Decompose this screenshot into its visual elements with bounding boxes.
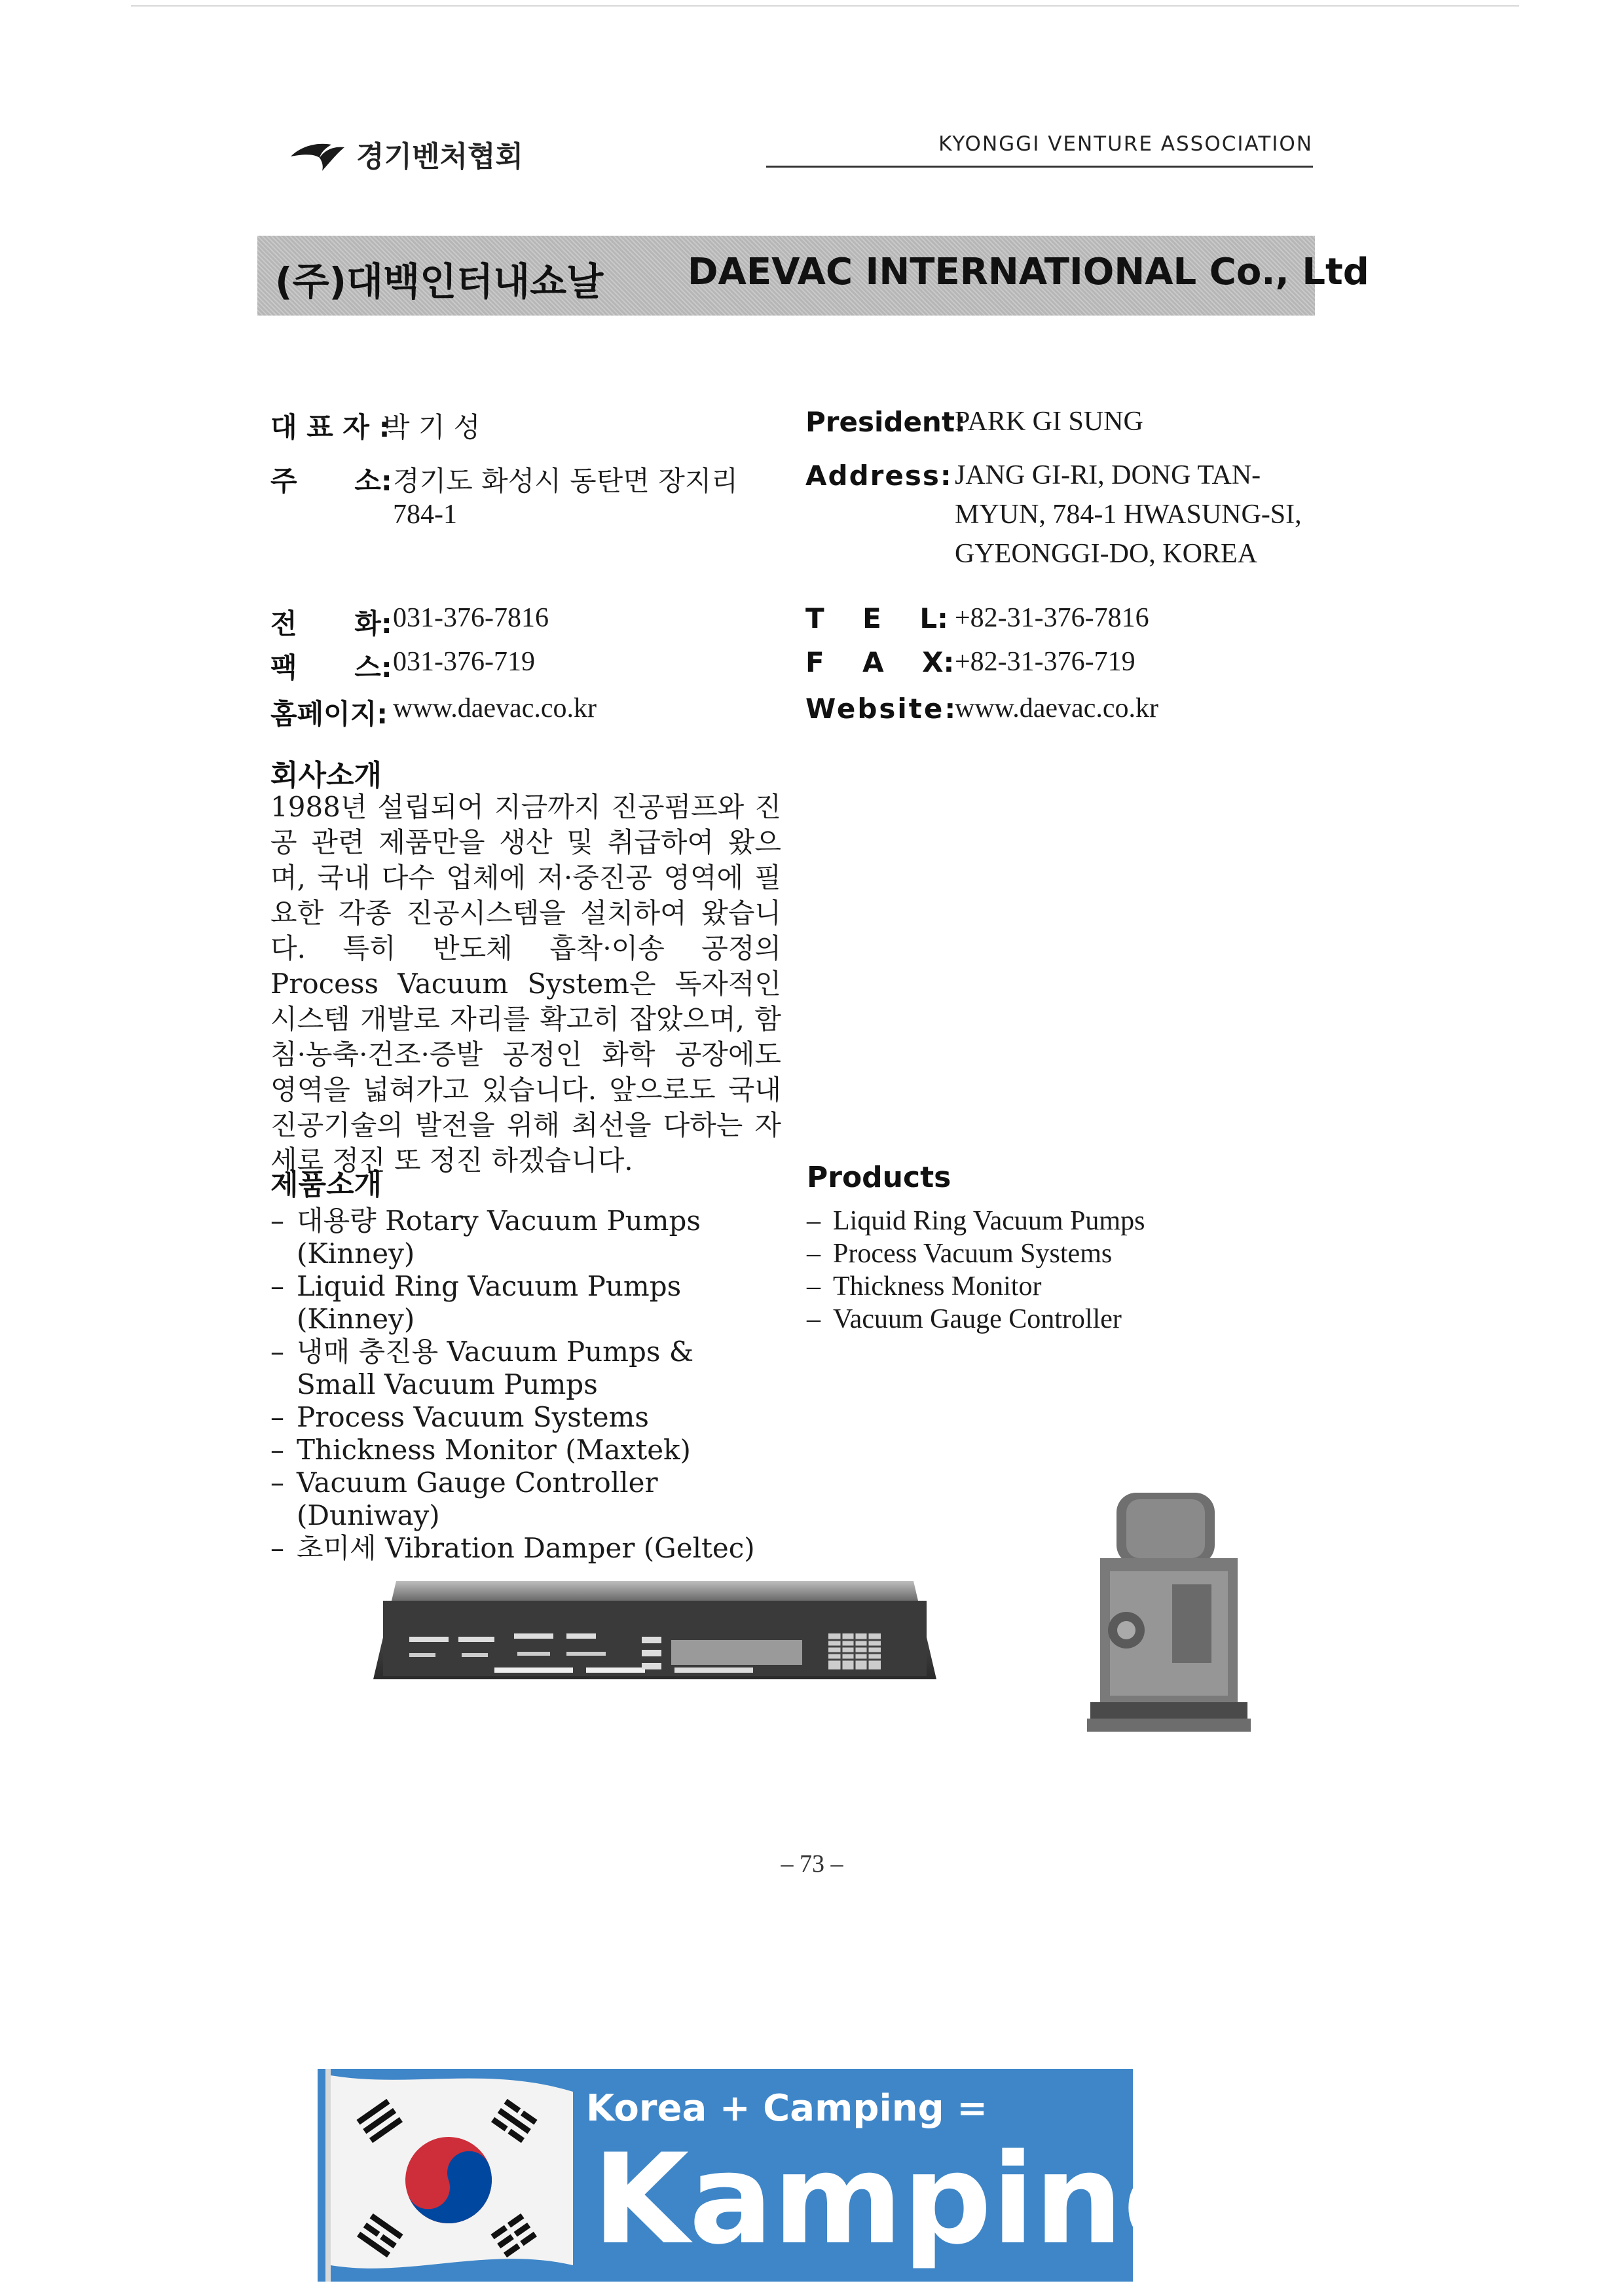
web-value-ko[interactable]: www.daevac.co.kr xyxy=(393,693,597,723)
association-name: KYONGGI VENTURE ASSOCIATION xyxy=(938,132,1313,156)
gauge-controller-photo xyxy=(370,1575,940,1689)
president-label-en: President: xyxy=(805,406,966,438)
president-label-ko: 대 표 자 : xyxy=(270,411,390,443)
president-value-ko: 박 기 성 xyxy=(383,411,481,443)
swallow-logo-icon xyxy=(288,134,347,173)
logo-text: 경기벤처협회 xyxy=(356,140,524,173)
tel-label-en: T E L: xyxy=(805,602,948,634)
web-value-en[interactable]: www.daevac.co.kr xyxy=(955,693,1158,723)
top-rule xyxy=(131,5,1519,7)
kamping-advertisement[interactable] xyxy=(318,2069,1338,2282)
address-line1-ko: 경기도 화성시 동탄면 장지리 xyxy=(393,465,738,497)
list-item: – Process Vacuum Systems xyxy=(807,1237,1304,1270)
address-line2-ko: 784-1 xyxy=(393,500,457,530)
list-item: – Vacuum Gauge Controller xyxy=(807,1303,1304,1336)
intro-heading: 회사소개 xyxy=(270,759,382,792)
ad-brand xyxy=(593,2127,1338,2272)
list-item: – Process Vacuum Systems xyxy=(270,1401,781,1434)
ad-brand-main: Kamping xyxy=(593,2127,1212,2272)
web-label-en: Website: xyxy=(805,693,958,725)
ad-headline: Korea + Camping = xyxy=(586,2087,988,2130)
address-line1-en: JANG GI-RI, DONG TAN- xyxy=(955,460,1261,490)
list-item: – Vacuum Gauge Controller (Duniway) xyxy=(270,1467,781,1532)
intro-paragraph: 1988년 설립되어 지금까지 진공펌프와 진공 관련 제품만을 생산 및 취급하여 왔으며, 국내 다수 업체에 저·중진공 영역에 필요한 각종 진공시스템을 설치하여 왔습니다. 특히 반도체 흡착·이송 공정의 Process Vacuum System은 독자적인 시스템 개발로 자리를 확고히 잡았으며, 함침·농축·건조·증발 공정인 화학 공장에도 영역을 넓혀가고 있습니다. 앞으로도 국내 진공기술의 발전을 위해 최선을 다하는 자세로 정진 또 정진 하겠습니다. xyxy=(270,791,781,1176)
list-item: – Thickness Monitor (Maxtek) xyxy=(270,1434,781,1467)
list-item: – Liquid Ring Vacuum Pumps xyxy=(807,1205,1304,1237)
address-line2-en: MYUN, 784-1 HWASUNG-SI, xyxy=(955,500,1302,530)
list-item: – Liquid Ring Vacuum Pumps (Kinney) xyxy=(270,1270,781,1336)
web-label-ko: 홈페이지: xyxy=(270,698,388,730)
tel-label-ko: 전 화: xyxy=(270,608,392,640)
address-label-en: Address: xyxy=(805,460,953,492)
company-name-ko: (주)대백인터내쇼날 xyxy=(275,259,604,304)
products-heading-en: Products xyxy=(807,1161,951,1194)
ad-brand-suffix: .co.kr xyxy=(1211,2206,1338,2252)
fax-label-ko: 팩 스: xyxy=(270,651,392,683)
list-item: – 초미세 Vibration Damper (Geltec) xyxy=(270,1532,781,1565)
header-rule xyxy=(766,166,1313,168)
company-name-en: DAEVAC INTERNATIONAL Co., Ltd xyxy=(688,251,1369,293)
list-item: – 냉매 충진용 Vacuum Pumps & Small Vacuum Pumps xyxy=(270,1336,781,1401)
products-heading-ko: 제품소개 xyxy=(270,1168,382,1201)
products-list-ko xyxy=(270,1205,781,1565)
fax-label-en: F A X: xyxy=(805,646,955,678)
products-list-en xyxy=(807,1205,1304,1336)
page-number: – 73 – xyxy=(781,1850,843,1878)
address-line3-en: GYEONGGI-DO, KOREA xyxy=(955,539,1257,569)
tel-value-ko: 031-376-7816 xyxy=(393,603,549,633)
list-item: – Thickness Monitor xyxy=(807,1270,1304,1303)
fax-value-en: +82-31-376-719 xyxy=(955,647,1135,677)
address-label-ko: 주 소: xyxy=(270,465,392,497)
korean-flag-icon xyxy=(318,2069,580,2282)
tel-value-en: +82-31-376-7816 xyxy=(955,603,1149,633)
vacuum-pump-photo xyxy=(1080,1486,1264,1748)
list-item: – 대용량 Rotary Vacuum Pumps (Kinney) xyxy=(270,1205,781,1270)
fax-value-ko: 031-376-719 xyxy=(393,647,535,677)
president-value-en: PARK GI SUNG xyxy=(955,407,1143,437)
association-logo xyxy=(288,131,563,177)
